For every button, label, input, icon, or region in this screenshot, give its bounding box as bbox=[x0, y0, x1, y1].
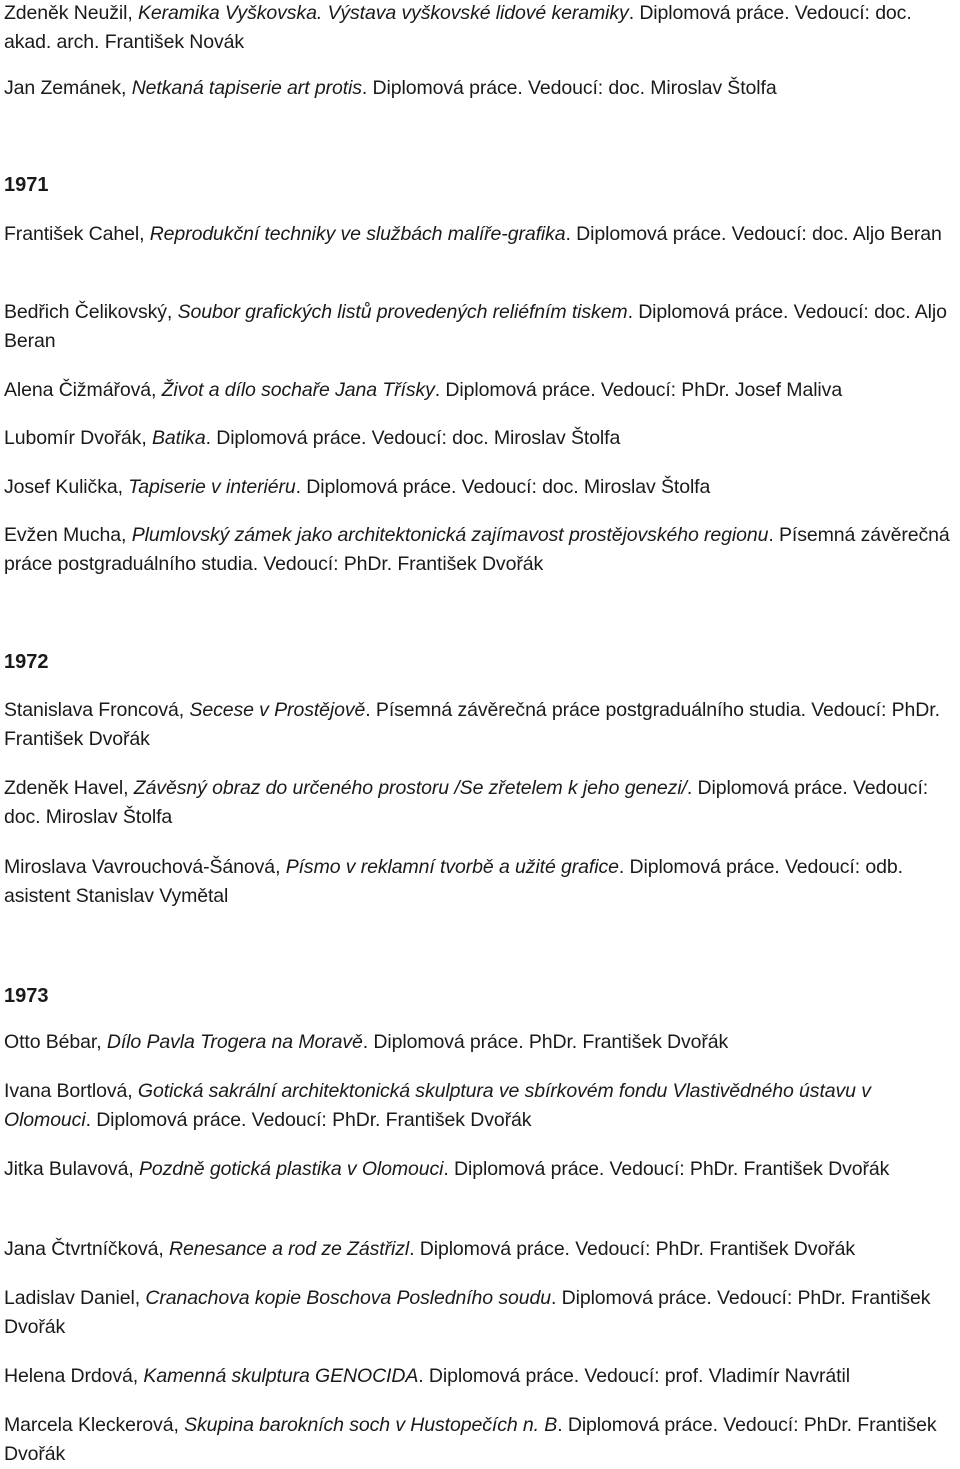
thesis-title: Renesance a rod ze Zástřizl bbox=[169, 1238, 410, 1260]
thesis-title: Keramika Vyškovska. Výstava vyškovské lidové keramiky bbox=[138, 2, 629, 24]
list-item: František Cahel, Reprodukční techniky ve službách malíře-grafika. Diplomová práce. Vedoucí: doc. Aljo Beran bbox=[4, 223, 942, 245]
author: Jitka Bulavová bbox=[4, 1158, 129, 1180]
list-item: Ladislav Daniel, Cranachova kopie Boschova Posledního soudu. Diplomová práce. Vedoucí: PhDr. František Dvořák bbox=[4, 1287, 931, 1338]
thesis-title: Dílo Pavla Trogera na Moravě bbox=[106, 1031, 363, 1053]
author: Ivana Bortlová bbox=[4, 1080, 128, 1102]
author: Miroslava Vavrouchová-Šánová bbox=[4, 856, 276, 878]
list-item: Alena Čižmářová, Život a dílo sochaře Jana Třísky. Diplomová práce. Vedoucí: PhDr. Josef Maliva bbox=[4, 379, 843, 401]
thesis-title: Batika bbox=[151, 427, 206, 449]
thesis-title: Kamenná skulptura GENOCIDA bbox=[143, 1365, 419, 1387]
thesis-title: Písmo v reklamní tvorbě a užité grafice bbox=[285, 856, 619, 878]
thesis-title: Secese v Prostějově bbox=[189, 699, 366, 721]
author: Zdeněk Havel bbox=[4, 777, 124, 799]
thesis-details: . Písemná závěrečná práce postgraduálního studia. Vedoucí: PhDr. František Dvořák bbox=[4, 524, 950, 575]
thesis-title: Netkaná tapiserie art protis bbox=[131, 77, 362, 99]
author: Ladislav Daniel bbox=[4, 1287, 135, 1309]
author: Bedřich Čelikovský bbox=[4, 301, 167, 323]
thesis-details: . Diplomová práce. Vedoucí: PhDr. František Dvořák bbox=[4, 1287, 931, 1338]
list-item: Helena Drdová, Kamenná skulptura GENOCIDA. Diplomová práce. Vedoucí: prof. Vladimír Navrátil bbox=[4, 1365, 850, 1387]
year-heading: 1971 bbox=[4, 174, 49, 196]
thesis-title: Pozdně gotická plastika v Olomouci bbox=[138, 1158, 444, 1180]
author: Alena Čižmářová bbox=[4, 379, 151, 401]
thesis-title: Gotická sakrální architektonická skulptura ve sbírkovém fondu Vlastivědného ústavu v Olomouci bbox=[4, 1080, 871, 1131]
list-item: Marcela Kleckerová, Skupina barokních soch v Hustopečích n. B. Diplomová práce. Vedoucí: PhDr. František Dvořák bbox=[4, 1414, 937, 1465]
author: Zdeněk Neužil bbox=[4, 2, 128, 24]
thesis-title: Plumlovský zámek jako architektonická zajímavost prostějovského regionu bbox=[131, 524, 769, 546]
thesis-details: . Písemná závěrečná práce postgraduálního studia. Vedoucí: PhDr. František Dvořák bbox=[4, 699, 940, 750]
list-item: Josef Kulička, Tapiserie v interiéru. Diplomová práce. Vedoucí: doc. Miroslav Štolfa bbox=[4, 476, 711, 498]
thesis-details: . Diplomová práce. Vedoucí: doc. Miroslav Štolfa bbox=[295, 476, 711, 498]
author: František Cahel bbox=[4, 223, 140, 245]
list-item: Bedřich Čelikovský, Soubor grafických listů provedených reliéfním tiskem. Diplomová práce. Vedoucí: doc. Aljo Beran bbox=[4, 301, 947, 352]
list-item: Ivana Bortlová, Gotická sakrální architektonická skulptura ve sbírkovém fondu Vlastivědného ústavu v Olomouci. Diplomová práce. Vedoucí: PhDr. František Dvořák bbox=[4, 1080, 871, 1131]
thesis-title: Reprodukční techniky ve službách malíře-grafika bbox=[149, 223, 566, 245]
thesis-title: Život a dílo sochaře Jana Třísky bbox=[161, 379, 435, 401]
author: Lubomír Dvořák bbox=[4, 427, 142, 449]
thesis-details: . Diplomová práce. Vedoucí: PhDr. František Dvořák bbox=[409, 1238, 855, 1260]
thesis-details: . Diplomová práce. PhDr. František Dvořák bbox=[362, 1031, 729, 1053]
list-item: Miroslava Vavrouchová-Šánová, Písmo v reklamní tvorbě a užité grafice. Diplomová práce. Vedoucí: odb. asistent Stanislav Vymětal bbox=[4, 856, 903, 907]
thesis-details: . Diplomová práce. Vedoucí: PhDr. František Dvořák bbox=[443, 1158, 890, 1180]
thesis-details: . Diplomová práce. Vedoucí: doc. Miroslav Štolfa bbox=[361, 77, 777, 99]
author: Stanislava Froncová bbox=[4, 699, 179, 721]
thesis-details: . Diplomová práce. Vedoucí: prof. Vladimír Navrátil bbox=[418, 1365, 850, 1387]
list-item: Evžen Mucha, Plumlovský zámek jako architektonická zajímavost prostějovského regionu. Písemná závěrečná práce postgraduálního studia. Vedoucí: PhDr. František Dvořák bbox=[4, 524, 950, 575]
thesis-details: . Diplomová práce. Vedoucí: doc. Aljo Beran bbox=[565, 223, 942, 245]
list-item: Zdeněk Neužil, Keramika Vyškovska. Výstava vyškovské lidové keramiky. Diplomová práce. Vedoucí: doc. akad. arch. František Novák bbox=[4, 2, 912, 53]
list-item: Lubomír Dvořák, Batika. Diplomová práce. Vedoucí: doc. Miroslav Štolfa bbox=[4, 427, 621, 449]
author: Josef Kulička bbox=[4, 476, 118, 498]
thesis-details: . Diplomová práce. Vedoucí: doc. Miroslav Štolfa bbox=[205, 427, 621, 449]
thesis-title: Cranachova kopie Boschova Posledního soudu bbox=[145, 1287, 551, 1309]
thesis-details: . Diplomová práce. Vedoucí: PhDr. František Dvořák bbox=[4, 1414, 937, 1465]
thesis-details: . Diplomová práce. Vedoucí: odb. asistent Stanislav Vymětal bbox=[4, 856, 903, 907]
author: Evžen Mucha bbox=[4, 524, 122, 546]
thesis-details: . Diplomová práce. Vedoucí: doc. Aljo Beran bbox=[4, 301, 947, 352]
thesis-details: . Diplomová práce. Vedoucí: PhDr. Josef Maliva bbox=[434, 379, 843, 401]
thesis-title: Soubor grafických listů provedených reliéfním tiskem bbox=[177, 301, 628, 323]
thesis-details: . Diplomová práce. Vedoucí: doc. Miroslav Štolfa bbox=[4, 777, 929, 828]
list-item: Zdeněk Havel, Závěsný obraz do určeného prostoru /Se zřetelem k jeho genezi/. Diplomová práce. Vedoucí: doc. Miroslav Štolfa bbox=[4, 777, 929, 828]
author: Jan Zemánek bbox=[4, 77, 122, 99]
list-item: Otto Bébar, Dílo Pavla Trogera na Moravě. Diplomová práce. PhDr. František Dvořák bbox=[4, 1031, 729, 1053]
year-heading: 1973 bbox=[4, 985, 49, 1007]
list-item: Jitka Bulavová, Pozdně gotická plastika v Olomouci. Diplomová práce. Vedoucí: PhDr. František Dvořák bbox=[4, 1158, 890, 1180]
list-item: Jana Čtvrtníčková, Renesance a rod ze Zástřizl. Diplomová práce. Vedoucí: PhDr. František Dvořák bbox=[4, 1238, 855, 1260]
author: Marcela Kleckerová bbox=[4, 1414, 174, 1436]
thesis-details: . Diplomová práce. Vedoucí: doc. akad. arch. František Novák bbox=[4, 2, 912, 53]
author: Helena Drdová bbox=[4, 1365, 133, 1387]
author: Jana Čtvrtníčková bbox=[4, 1238, 159, 1260]
thesis-title: Skupina barokních soch v Hustopečích n. B bbox=[184, 1414, 558, 1436]
thesis-title: Závěsný obraz do určeného prostoru /Se zřetelem k jeho genezi/ bbox=[133, 777, 687, 799]
author: Otto Bébar bbox=[4, 1031, 97, 1053]
year-heading: 1972 bbox=[4, 651, 49, 673]
list-item: Stanislava Froncová, Secese v Prostějově. Písemná závěrečná práce postgraduálního studia. Vedoucí: PhDr. František Dvořák bbox=[4, 699, 940, 750]
list-item: Jan Zemánek, Netkaná tapiserie art protis. Diplomová práce. Vedoucí: doc. Miroslav Štolfa bbox=[4, 77, 777, 99]
thesis-details: . Diplomová práce. Vedoucí: PhDr. František Dvořák bbox=[85, 1109, 532, 1131]
thesis-title: Tapiserie v interiéru bbox=[128, 476, 296, 498]
